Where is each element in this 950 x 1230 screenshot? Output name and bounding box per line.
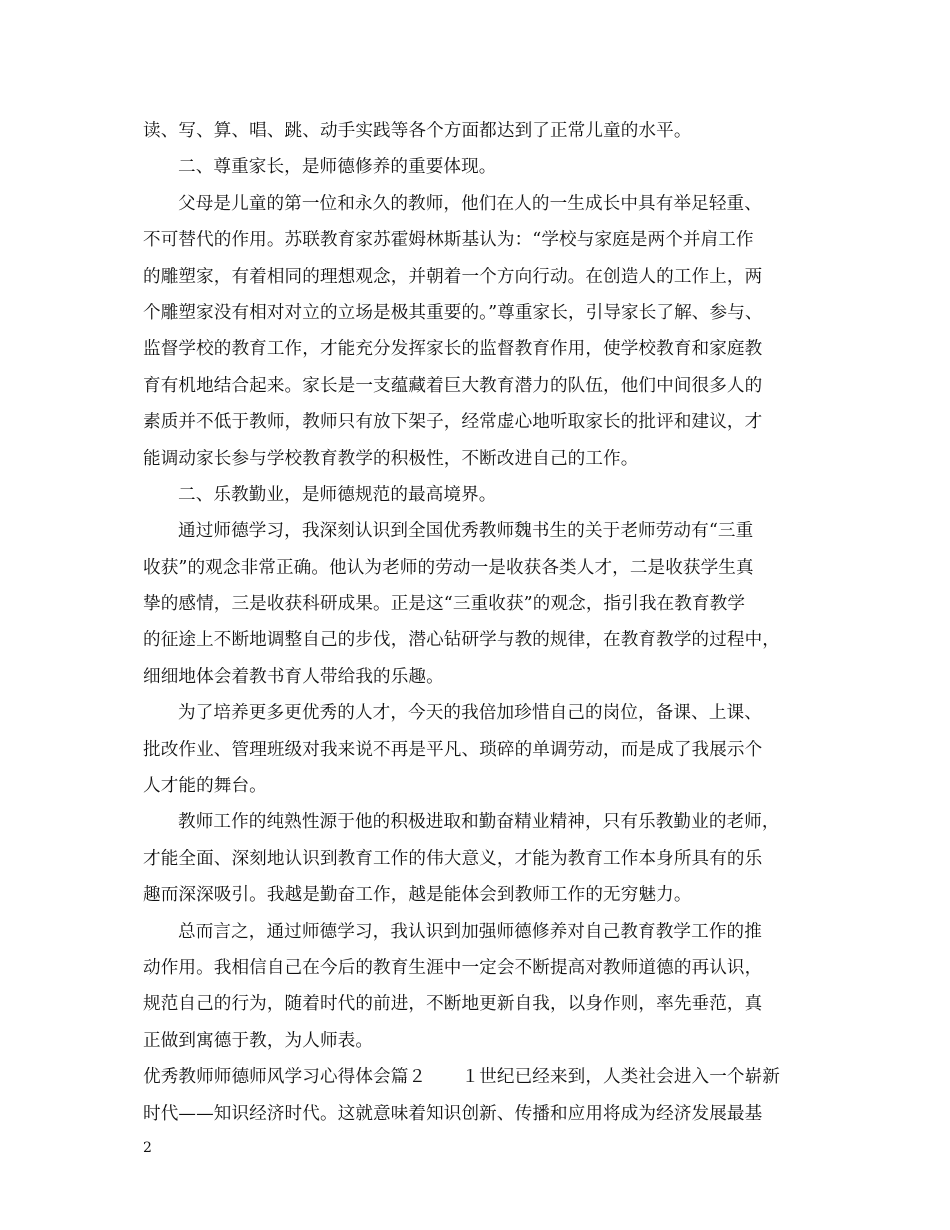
text-line: 为了培养更多更优秀的人才，今天的我倍加珍惜自己的岗位，备课、上课、 xyxy=(178,703,762,724)
text-line: 正做到寓德于教，为人师表。 xyxy=(143,1030,374,1051)
text-line: 才能全面、深刻地认识到教育工作的伟大意义，才能为教育工作本身所具有的乐 xyxy=(143,848,763,869)
document-body xyxy=(143,113,818,1132)
text-line: 规范自己的行为，随着时代的前进，不断地更新自我，以身作则，率先垂范，真 xyxy=(143,994,763,1015)
text-line: 的雕塑家，有着相同的理想观念，并朝着一个方向行动。在创造人的工作上，两 xyxy=(143,266,763,287)
text-line: 细细地体会着教书育人带给我的乐趣。 xyxy=(143,666,444,687)
text-line: 素质并不低于教师，教师只有放下架子，经常虚心地听取家长的批评和建议，才 xyxy=(143,412,763,433)
text-line: 个雕塑家没有相对对立的立场是极其重要的。”尊重家长，引导家长了解、参与、 xyxy=(143,302,763,323)
text-line: 通过师德学习，我深刻认识到全国优秀教师魏书生的关于老师劳动有“三重 xyxy=(178,521,754,542)
text-line: 读、写、算、唱、跳、动手实践等各个方面都达到了正常儿童的水平。 xyxy=(143,121,692,141)
text-line: 监督学校的教育工作，才能充分发挥家长的监督教育作用，使学校教育和家庭教 xyxy=(143,339,763,360)
text-line: 不可替代的作用。苏联教育家苏霍姆林斯基认为：“学校与家庭是两个并肩工作 xyxy=(143,230,754,251)
text-line: 收获”的观念非常正确。他认为老师的劳动一是收获各类人才，二是收获学生真 xyxy=(143,557,754,578)
text-line: 趣而深深吸引。我越是勤奋工作，越是能体会到教师工作的无穷魅力。 xyxy=(143,885,692,906)
text-line: 教师工作的纯熟性源于他的积极进取和勤奋精业精神，只有乐教勤业的老师， xyxy=(178,812,780,833)
text-line: 人才能的舞台。 xyxy=(143,776,267,797)
text-line: 总而言之，通过师德学习，我认识到加强师德修养对自己教育教学工作的推 xyxy=(178,921,762,942)
text-line: 动作用。我相信自己在今后的教育生涯中一定会不断提高对教师道德的再认识， xyxy=(143,957,763,978)
text-line: 批改作业、管理班级对我来说不再是平凡、琐碎的单调劳动，而是成了我展示个 xyxy=(143,739,763,760)
text-line: 二、乐教勤业，是师德规范的最高境界。 xyxy=(178,484,497,505)
text-line: 父母是儿童的第一位和永久的教师，他们在人的一生成长中具有举足轻重、 xyxy=(178,193,762,214)
text-line: 能调动家长参与学校教育教学的积极性，不断改进自己的工作。 xyxy=(143,448,639,469)
text-line: 时代——知识经济时代。这就意味着知识创新、传播和应用将成为经济发展最基 xyxy=(143,1103,763,1124)
text-line: 育有机地结合起来。家长是一支蕴藏着巨大教育潜力的队伍，他们中间很多人的 xyxy=(143,375,763,396)
text-line: 优秀教师师德师风学习心得体会篇２ １世纪已经来到，人类社会进入一个崭新 xyxy=(143,1067,780,1088)
page-number: 2 xyxy=(143,1140,152,1156)
text-line: 二、尊重家长，是师德修养的重要体现。 xyxy=(178,157,497,178)
text-line: 的征途上不断地调整自己的步伐，潜心钻研学与教的规律，在教育教学的过程中， xyxy=(143,630,780,651)
text-line: 挚的感情，三是收获科研成果。正是这“三重收获”的观念，指引我在教育教学 xyxy=(143,594,746,615)
